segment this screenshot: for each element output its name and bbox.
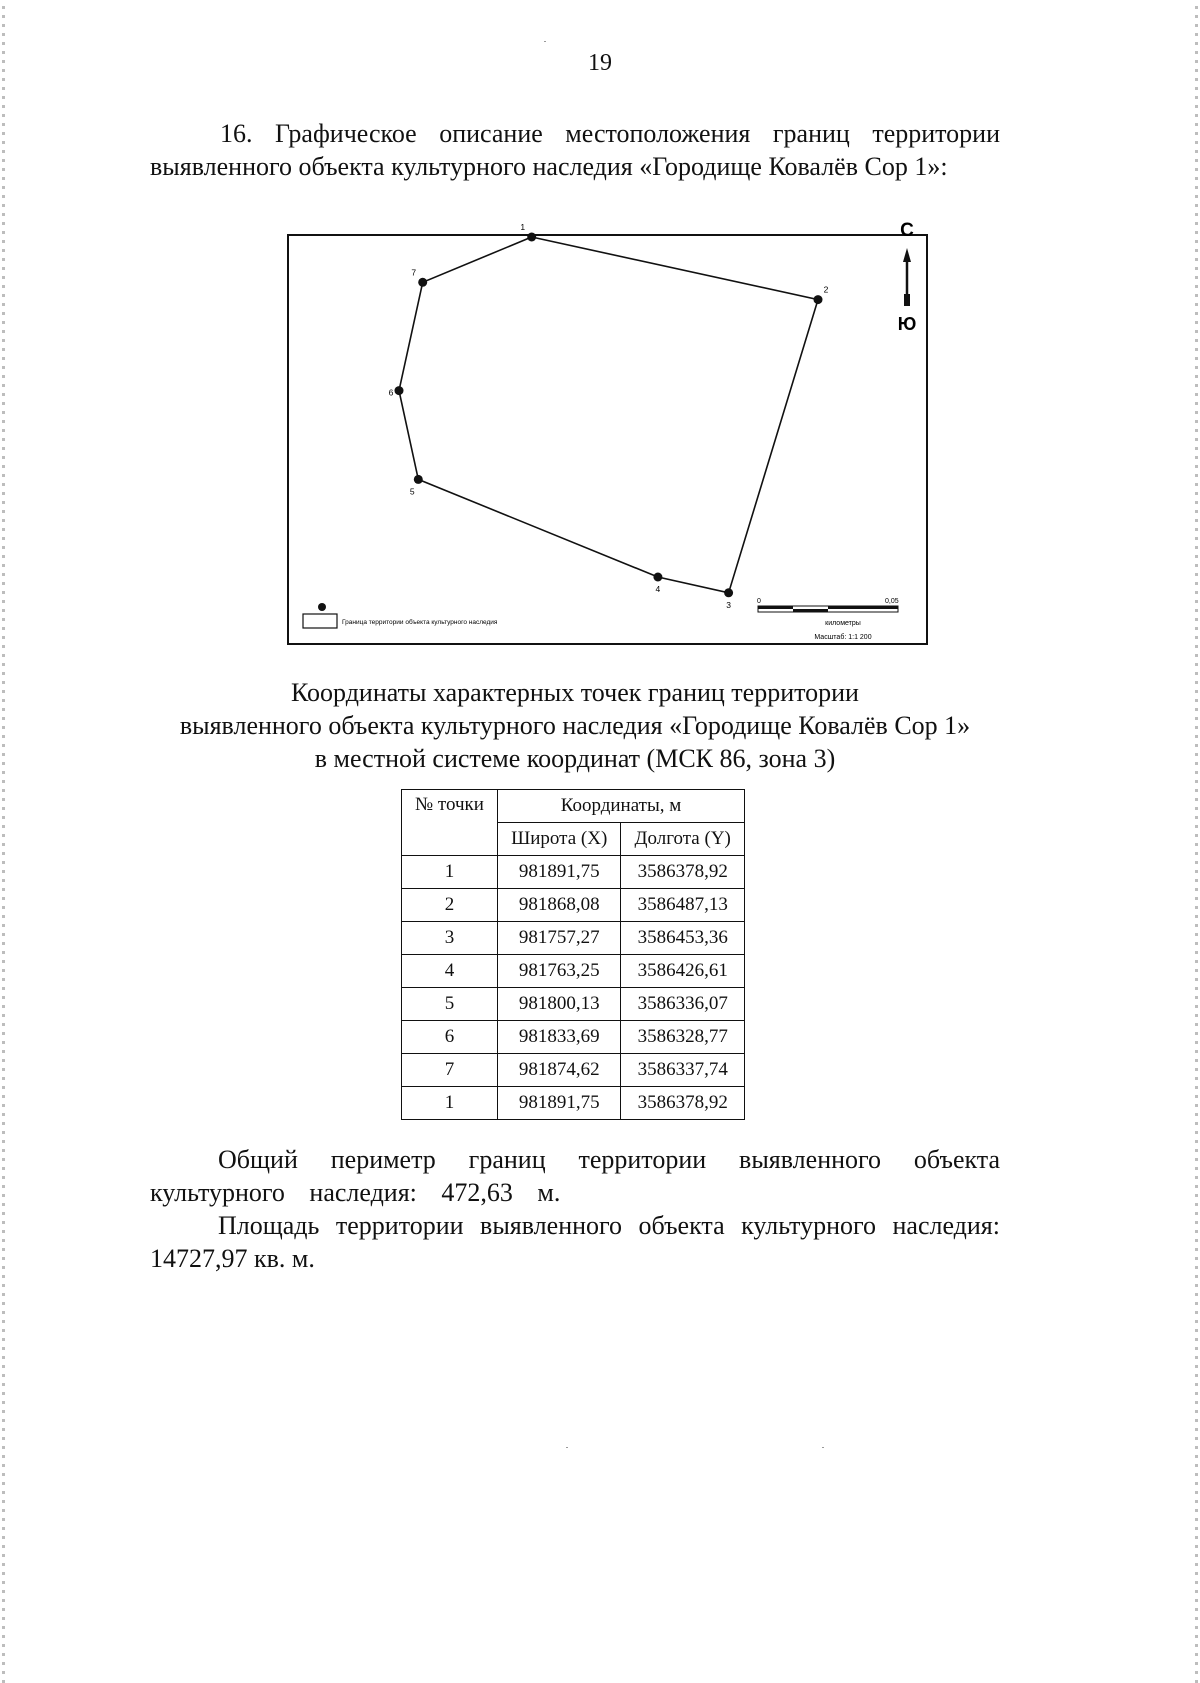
boundary-point-label: 5 [409,486,415,497]
cell-point: 6 [402,1021,498,1054]
table-row [402,955,745,988]
header-coordinates: Координаты, м [498,790,745,823]
cell-y: 3586328,77 [621,1021,745,1054]
cell-x: 981833,69 [498,1021,621,1054]
cell-x: 981891,75 [498,856,621,889]
boundary-point-3 [724,588,733,597]
scale-end-label: 0,05 [885,598,899,605]
legend-label: Граница территории объекта культурного наследия [342,619,498,626]
boundary-map-canvas [289,220,926,643]
cell-y: 3586487,13 [621,889,745,922]
scale-ratio-label: Масштаб: 1:1 200 [814,634,872,641]
scan-edge-right [1195,0,1198,1683]
compass-north-label: С [900,220,914,241]
boundary-point-label: 1 [520,222,526,232]
boundary-point-label: 3 [726,599,731,610]
scale-start-label: 0 [757,598,761,605]
legend-boundary-swatch [303,614,337,628]
compass-tail [904,294,910,306]
cell-x: 981800,13 [498,988,621,1021]
cell-y: 3586378,92 [621,856,745,889]
cell-y: 3586337,74 [621,1054,745,1087]
boundary-point-4 [653,573,662,582]
boundary-point-2 [814,295,823,304]
boundary-point-label: 7 [411,267,417,278]
scan-speck [822,1447,824,1448]
table-title-line-3: в местной системе координат (МСК 86, зона 3) [314,744,836,773]
cell-x: 981874,62 [498,1054,621,1087]
cell-x: 981763,25 [498,955,621,988]
scale-unit-label: километры [825,620,861,627]
scan-speck [544,41,546,42]
table-row [402,988,745,1021]
legend-point-icon [318,603,326,611]
boundary-point-5 [414,475,423,484]
cell-point: 3 [402,922,498,955]
cell-point: 5 [402,988,498,1021]
table-row [402,889,745,922]
table-row [402,1087,745,1120]
cell-x: 981757,27 [498,922,621,955]
boundary-point-label: 2 [823,284,829,295]
scale-bar [757,598,899,641]
cell-x: 981868,08 [498,889,621,922]
boundary-polygon [399,237,818,593]
compass [898,220,917,334]
boundary-point-label: 6 [388,387,394,398]
header-longitude: Долгота (Y) [621,823,745,856]
header-latitude: Широта (X) [498,823,621,856]
map-legend [303,603,498,628]
table-title [150,676,1000,775]
boundary-map [287,220,928,645]
scan-edge-left [2,0,5,1683]
cell-y: 3586453,36 [621,922,745,955]
table-title-line-1: Координаты характерных точек границ территории [291,678,859,707]
boundary-point-6 [395,386,404,395]
cell-point: 2 [402,889,498,922]
cell-y: 3586336,07 [621,988,745,1021]
table-row [402,1021,745,1054]
cell-point: 4 [402,955,498,988]
boundary-layer [389,222,829,610]
table-row [402,856,745,889]
table-title-line-2: выявленного объекта культурного наследия «Городище Ковалёв Сор 1» [179,711,971,740]
table-row [402,1054,745,1087]
area-paragraph: Площадь территории выявленного объекта культурного наследия: 14727,97 кв. м. [150,1211,1000,1273]
cell-point: 1 [402,856,498,889]
compass-south-label: Ю [897,314,917,334]
boundary-point-label: 4 [655,584,661,594]
boundary-point-7 [418,278,427,287]
coordinates-table [401,789,745,1120]
page-number: 19 [588,50,612,76]
cell-point: 7 [402,1054,498,1087]
table-row [402,922,745,955]
scan-speck [566,1447,568,1448]
cell-x: 981891,75 [498,1087,621,1120]
perimeter-paragraph: Общий периметр границ территории выявленного объекта культурного наследия: 472,63 м. [150,1145,1000,1207]
compass-arrow-icon [903,248,911,262]
section-heading: 16. Графическое описание местоположения границ территории выявленного объекта культурного наследия «Городище Ковалёв Сор 1»: [150,119,1000,181]
cell-y: 3586426,61 [621,955,745,988]
boundary-point-1 [527,233,536,242]
cell-y: 3586378,92 [621,1087,745,1120]
cell-point: 1 [402,1087,498,1120]
header-point-number: № точки [402,790,498,856]
